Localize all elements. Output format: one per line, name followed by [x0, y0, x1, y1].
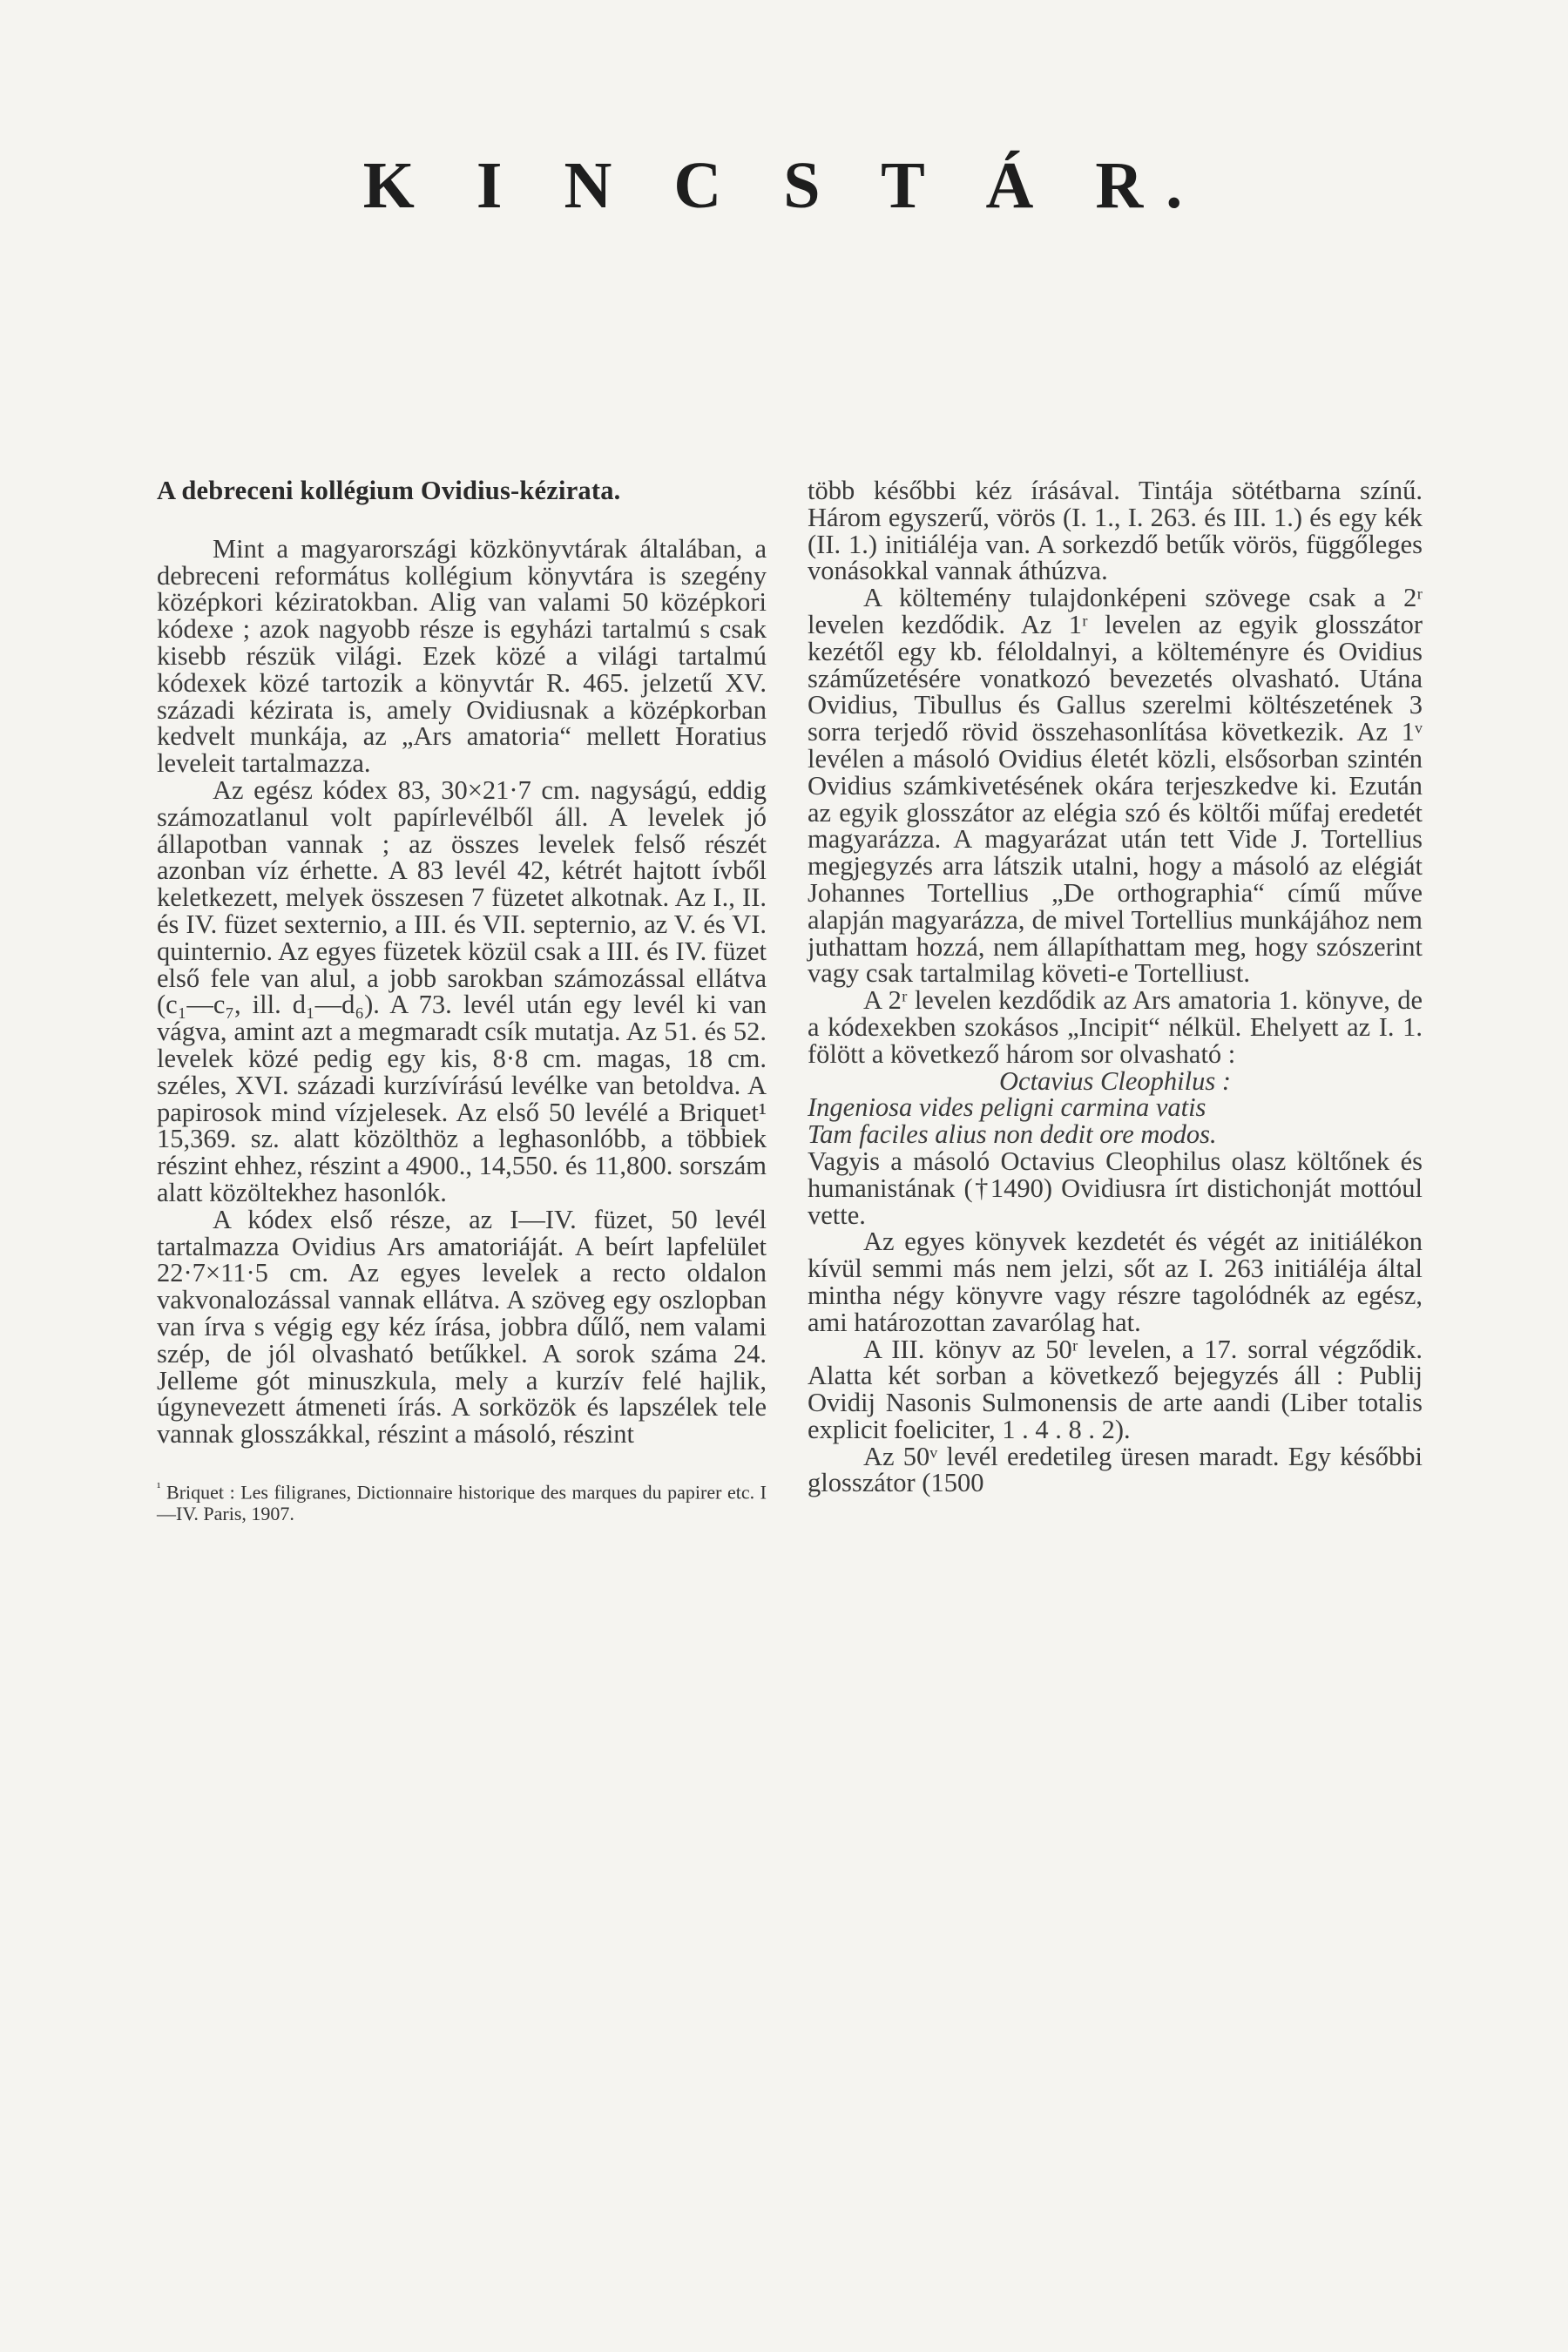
- paragraph: Az egész kódex 83, 30×21·7 cm. nagyságú, eddig számozatlanul volt papírlevélből áll. A levelek jó állapotban vannak ; az összes levelek felső részét azonban víz érhette. A 83 levél 42, kétrét hajtott ívből keletkezett, melyek összesen 7 füzetet alkotnak. Az I., II. és IV. füzet sexternio, a III. és VII. septernio, az V. és VI. quinternio. Az egyes füzetek közül csak a III. és IV. füzet első fele van alul, a jobb sarokban számozással ellátva (c₁—c₇, ill. d₁—d₆). A 73. levél után egy levél ki van vágva, amint azt a megmaradt csík mutatja. Az 51. és 52. levelek közé pedig egy kis, 8·8 cm. magas, 18 cm. széles, XVI. századi kurzívírású levélke van betoldva. A papirosok mind vízjelesek. Az első 50 levélé a Briquet¹ 15,369. sz. alatt közölthöz a leghasonlóbb, a többiek részint ehhez, részint a 4900., 14,550. és 11,800. sorszám alatt közöltekhez hasonlók.: [157, 774, 767, 1207]
- verse-line: Octavius Cleophilus :: [999, 1065, 1231, 1096]
- paragraph: A kódex első része, az I—IV. füzet, 50 levél tartalmazza Ovidius Ars amatoriáját. A beírt lapfelület 22·7×11·5 cm. Az egyes levelek a recto oldalon vakvonalozással vannak ellátva. A szöveg egy oszlopban van írva s végig egy kéz írása, jobbra dűlő, nem valami szép, de jól olvasható betűkkel. A sorok száma 24. Jelleme gót minuszkula, mely a kurzív felé hajlik, úgynevezett átmeneti írás. A sorközök és lapszélek tele vannak glosszákkal, részint a másoló, részint: [157, 1204, 767, 1450]
- verse-line: Ingeniosa vides peligni carmina vatis: [808, 1092, 1206, 1123]
- page-title: K I N C S T Á R.: [362, 149, 1206, 222]
- footnote-text: Briquet : Les filigranes, Dictionnaire historique des marques du papirer etc. I—IV. Paris, 1907.: [157, 1481, 767, 1524]
- footnote-marker: ¹: [157, 1480, 161, 1495]
- verse-line: Tam faciles alius non dedit ore modos.: [808, 1119, 1217, 1150]
- paragraph: A 2ʳ levelen kezdődik az Ars amatoria 1. könyve, de a kódexekben szokásos „Incipit“ nélkül. Ehelyett az I. 1. fölött a következő három sor olvasható :: [808, 985, 1423, 1069]
- footnote: [157, 1477, 767, 1524]
- paragraph: Mint a magyarországi közkönyvtárak általában, a debreceni református kollégium könyvtára is szegény középkori kéziratokban. Alig van valami 50 középkori kódexe ; azok nagyobb része is egyházi tartalmú s csak kisebb részük világi. Ezek közé a világi tartalmú kódexek közé tartozik a könyvtár R. 465. jelzetű XV. századi kézirata is, amely Ovidiusnak a középkorban kedvelt munkája, az „Ars amatoria“ mellett Horatius leveleit tartalmazza.: [157, 533, 767, 779]
- paragraph: Vagyis a másoló Octavius Cleophilus olasz költőnek és humanistának (†1490) Ovidiusra írt distichonját mottóul vette.: [808, 1146, 1423, 1230]
- section-title: A debreceni kollégium Ovidius-kézirata.: [157, 476, 621, 505]
- paragraph: Az egyes könyvek kezdetét és végét az initiálékon kívül semmi más nem jelzi, sőt az I. 263 initiáléja által mintha négy könyvre vagy részre tagolódnék az egész, ami határozottan zavarólag hat.: [808, 1227, 1423, 1337]
- paragraph: A költemény tulajdonképeni szövege csak a 2ʳ levelen kezdődik. Az 1ʳ levelen az egyik glosszátor kezétől egy kb. féloldalnyi, a költeményre és Ovidius száműzetésére vonatkozó bevezetés olvasható. Utána Ovidius, Tibullus és Gallus szerelmi költészetének 3 sorra terjedő rövid összehasonlítása következik. Az 1ᵛ levélen a másoló Ovidius életét közli, elsősorban szintén Ovidius számkivetésének okára terjeszkedve ki. Ezután az egyik glosszátor az elégia szó és költői műfaj eredetét magyarázza. A magyarázat után tett Vide J. Tortellius megjegyzés arra látszik utalni, hogy a másoló az elégiát Johannes Tortellius „De orthographia“ című műve alapján magyarázza, de mivel Tortellius munkájához nem juthattam hozzá, nem állapíthattam meg, hogy szószerint vagy csak tartalmilag követi-e Tortelliust.: [808, 583, 1423, 989]
- left-column: [157, 477, 767, 1524]
- paragraph: több későbbi kéz írásával. Tintája sötétbarna színű. Három egyszerű, vörös (I. 1., I. 263. és III. 1.) és egy kék (II. 1.) initiáléja van. A sorkezdő betűk vörös, függőleges vonásokkal vannak áthúzva.: [808, 476, 1423, 586]
- paragraph: A III. könyv az 50ʳ levelen, a 17. sorral végződik. Alatta két sorban a következő bejegyzés áll : Publij Ovidij Nasonis Sulmonensis de arte aandi (Liber totalis explicit foeliciter, 1 . 4 . 8 . 2).: [808, 1334, 1423, 1444]
- right-column: [808, 477, 1423, 1497]
- paragraph: Az 50ᵛ levél eredetileg üresen maradt. Egy későbbi glosszátor (1500: [808, 1441, 1423, 1498]
